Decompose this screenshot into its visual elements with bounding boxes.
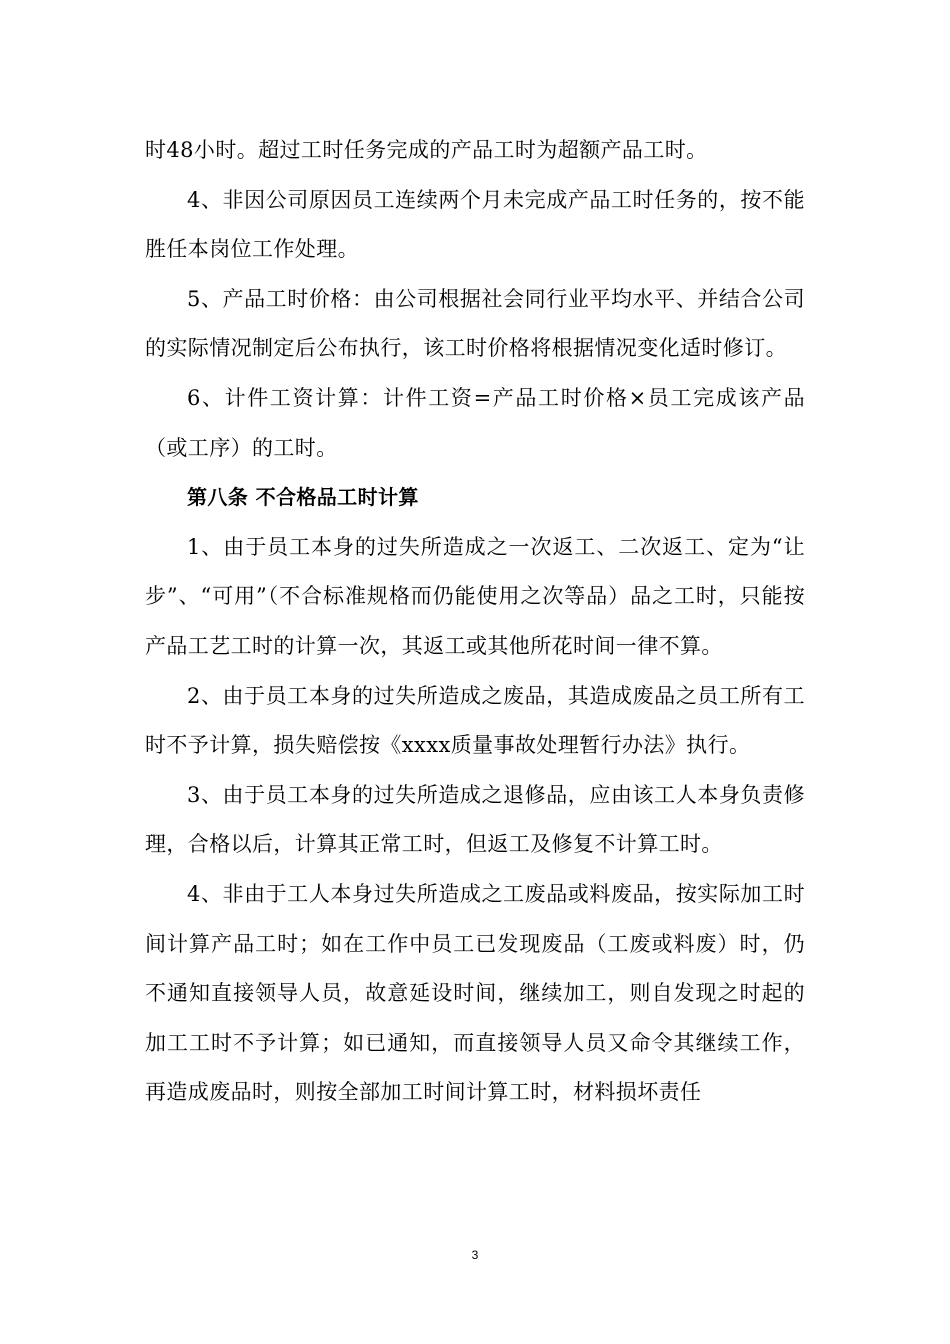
paragraph-item-5: 5、产品工时价格：由公司根据社会同行业平均水平、并结合公司的实际情况制定后公布执行，该工时价格将根据情况变化适时修订。 (145, 286, 805, 361)
paragraph-item-4: 4、非因公司原因员工连续两个月未完成产品工时任务的，按不能胜任本岗位工作处理。 (145, 187, 805, 262)
paragraph-item-6: 6、计件工资计算：计件工资=产品工时价格×员工完成该产品（或工序）的工时。 (145, 385, 805, 460)
document-body (145, 126, 805, 1118)
section-paragraph-2: 2、由于员工本身的过失所造成之废品，其造成废品之员工所有工时不予计算，损失赔偿按《xxxx质量事故处理暂行办法》执行。 (145, 683, 805, 758)
section-paragraph-4: 4、非由于工人本身过失所造成之工废品或料废品，按实际加工时间计算产品工时；如在工作中员工已发现废品（工废或料废）时，仍不通知直接领导人员，故意延设时间，继续加工，则自发现之时起的加工工时不予计算；如已通知，而直接领导人员又命令其继续工作，再造成废品时，则按全部加工时间计算工时，材料损坏责任 (145, 881, 805, 1105)
section-paragraph-3: 3、由于员工本身的过失所造成之退修品，应由该工人本身负责修理，合格以后，计算其正常工时，但返工及修复不计算工时。 (145, 782, 805, 857)
section-heading-article-8: 第八条 不合格品工时计算 (187, 485, 419, 510)
paragraph-continuation: 时48小时。超过工时任务完成的产品工时为超额产品工时。 (145, 138, 708, 162)
page-number: 3 (471, 1248, 479, 1262)
section-paragraph-1: 1、由于员工本身的过失所造成之一次返工、二次返工、定为“让步”、“可用”（不合标准规格而仍能使用之次等品）品之工时，只能按产品工艺工时的计算一次，其返工或其他所花时间一律不算。 (145, 534, 805, 658)
